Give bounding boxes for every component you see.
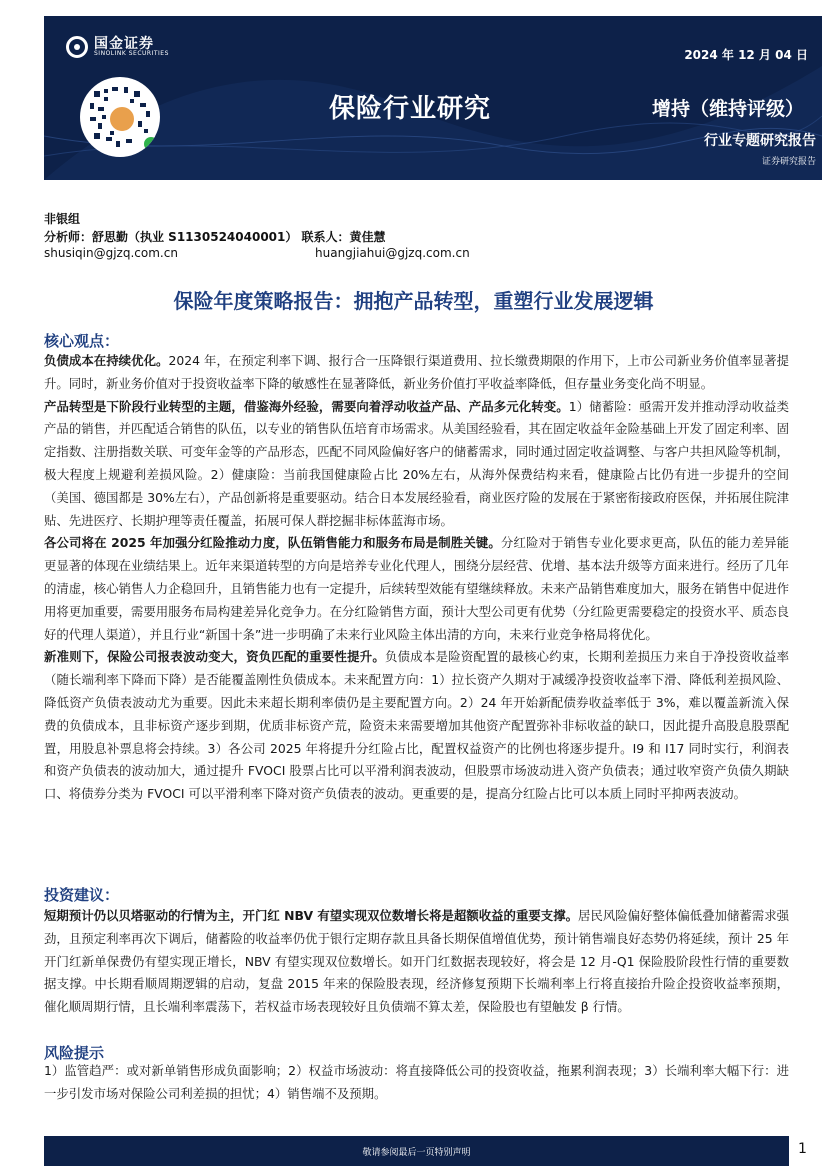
core-paragraph-4 <box>44 646 789 806</box>
contact-email[interactable]: huangjiahui@gjzq.com.cn <box>315 246 470 260</box>
report-category: 证券研究报告 <box>761 157 816 167</box>
page-number: 1 <box>798 1141 807 1157</box>
logo-name-en: SINOLINK SECURITIES <box>94 50 169 58</box>
invest-paragraph-1-lead: 短期预计仍以贝塔驱动的行情为主，开门红 NBV 有望实现双位数增长将是超额收益的重要支撑。 <box>44 908 579 923</box>
wechat-icon <box>142 135 160 153</box>
core-paragraph-1-text: 2024 年，在预定利率下调、报行合一压降银行渠道费用、拉长缴费期限的作用下，上市公司新业务价值率显著提升。同时，新业务价值对于投资收益率下降的敏感性在显著降低，新业务价值打平收益率降低，但存量业务变化尚不明显。 <box>44 353 789 391</box>
risk-warning-body <box>44 1060 789 1106</box>
investment-rating: 增持（维持评级） <box>651 98 804 120</box>
section-heading-core: 核心观点： <box>44 332 120 350</box>
core-paragraph-2 <box>44 396 789 533</box>
analyst-email[interactable]: shusiqin@gjzq.com.cn <box>44 246 178 260</box>
analyst-group: 非银组 <box>44 212 81 226</box>
report-title: 保险年度策略报告：拥抱产品转型，重塑行业发展逻辑 <box>173 289 654 313</box>
core-paragraph-1-lead: 负债成本在持续优化。 <box>44 353 169 368</box>
qr-code-icon <box>80 77 160 157</box>
company-logo <box>66 36 169 58</box>
logo-name-cn: 国金证券 <box>94 35 154 52</box>
section-heading-invest: 投资建议： <box>44 886 120 904</box>
core-paragraph-3-text: 分红险对于销售专业化要求更高，队伍的能力差异能更显著的体现在业绩结果上。近年来渠道转型的方向是培养专业化代理人，围绕分层经营、优增、基本法升级等方面来进行。经历了几年的清虚，核心销售人力企稳回升，且销售能力也有一定提升，后续转型效能有望继续释放。未来产品销售难度加大，服务在销售中促进作用将更加重要，需要用服务布局构建差异化竞争力。在分红险销售方面，预计大型公司更有优势（分红险更需要稳定的投资水平、质态良好的代理人渠道），并且行业“新国十条”进一步明确了未来行业风险主体出清的方向，未来行业竞争格局将优化。 <box>44 535 789 642</box>
core-paragraph-3-lead: 各公司将在 2025 年加强分红险推动力度，队伍销售能力和服务布局是制胜关键。 <box>44 535 501 551</box>
core-views-body <box>44 350 789 806</box>
core-paragraph-3 <box>44 532 789 646</box>
core-paragraph-4-lead: 新准则下，保险公司报表波动变大，资负匹配的重要性提升。 <box>44 649 386 665</box>
qr-center-logo-icon <box>108 105 136 133</box>
report-date: 2024 年 12 月 04 日 <box>684 48 808 62</box>
sector-title: 保险行业研究 <box>329 94 492 124</box>
disclaimer-note: 敬请参阅最后一页特别声明 <box>362 1148 471 1158</box>
invest-paragraph-1-text: 居民风险偏好整体偏低叠加储蓄需求强劲，且预定利率再次下调后，储蓄险的收益率仍优于银行定期存款且具备长期保值增值优势，预计销售端良好态势仍将延续，预计 25 年开门红新单保费仍有望实现正增长，NBV 有望实现双位数增长。如开门红数据表现较好，将会是 12 月-Q1 保险股阶段性行情的重要数据支撑。中长期看顺周期逻辑的启动，复盘 2015 年来的保险股表现，经济修复预期下长端利率上行将直接抬升险企投资收益率预期，催化顺周期行情，且长端利率震荡下，若权益市场表现较好且负债端不算太差，保险股也有望触发 β 行情。 <box>44 908 790 1015</box>
analyst-line: 分析师：舒思勤（执业 S1130524040001） 联系人：黄佳慧 <box>44 230 386 244</box>
investment-advice-body <box>44 905 789 1019</box>
invest-paragraph-1 <box>44 905 789 1019</box>
report-type: 行业专题研究报告 <box>704 133 816 149</box>
report-header-banner <box>44 16 822 180</box>
core-paragraph-1 <box>44 350 789 396</box>
section-heading-risk: 风险提示 <box>44 1044 105 1062</box>
core-paragraph-2-lead: 产品转型是下阶段行业转型的主题，借鉴海外经验，需要向着浮动收益产品、产品多元化转变。 <box>44 398 569 414</box>
logo-icon <box>66 36 88 58</box>
core-paragraph-2-text: 1）储蓄险：亟需开发并推动浮动收益类产品的销售，并匹配适合销售的队伍，以专业的销售队伍培育市场需求。从美国经验看，其在固定收益年金险基础上开发了固定利率、固定指数、注册指数关联、可变年金等的产品形态，匹配不同风险偏好客户的储蓄需求，同时通过固定收益调整、与客户共担风险等机制，极大程度上规避利差损风险。2）健康险：当前我国健康险占比 20%左右，从海外保费结构来看，健康险占比仍有进一步提升的空间（美国、德国都是 30%左右），产品创新将是重要驱动。结合日本发展经验看，商业医疗险的发展在于紧密衔接政府医保，并拓展住院津贴、先进医疗、长期护理等责任覆盖，拓展可保人群挖掘非标体蓝海市场。 <box>44 398 790 528</box>
risk-paragraph-1: 1）监管趋严：或对新单销售形成负面影响；2）权益市场波动：将直接降低公司的投资收益，拖累利润表现；3）长端利率大幅下行：进一步引发市场对保险公司利差损的担忧；4）销售端不及预期。 <box>44 1063 789 1101</box>
core-paragraph-4-text: 负债成本是险资配置的最核心约束，长期利差损压力来自于净投资收益率（随长端利率下降而下降）是否能覆盖刚性负债成本。未来配置方向：1）拉长资产久期对于减缓净投资收益率下滑、降低利差损风险、降低资产负债表波动尤为重要。因此未来超长期利率债仍是主要配置方向。2）24 年开始新配债券收益率低于 3%，难以覆盖新流入保费的负债成本，且非标资产逐步到期，优质非标资产荒，险资未来需要增加其他资产配置弥补非标收益的缺口，因此提升高股息股票配置，用股息补票息将会持续。3）各公司 2025 年将提升分红险占比，配置权益资产的比例也将逐步提升。I9 和 I17 同时实行，利润表和资产负债表的波动加大，通过提升 FVOCI 股票占比可以平滑利润表波动，但股票市场波动进入资产负债表；通过收窄资产负债久期缺口、将债券分类为 FVOCI 可以平滑利率下降对资产负债表的波动。更重要的是，提高分红险占比可以本质上同时平抑两表波动。 <box>44 649 790 802</box>
footer-bar <box>44 1136 789 1166</box>
